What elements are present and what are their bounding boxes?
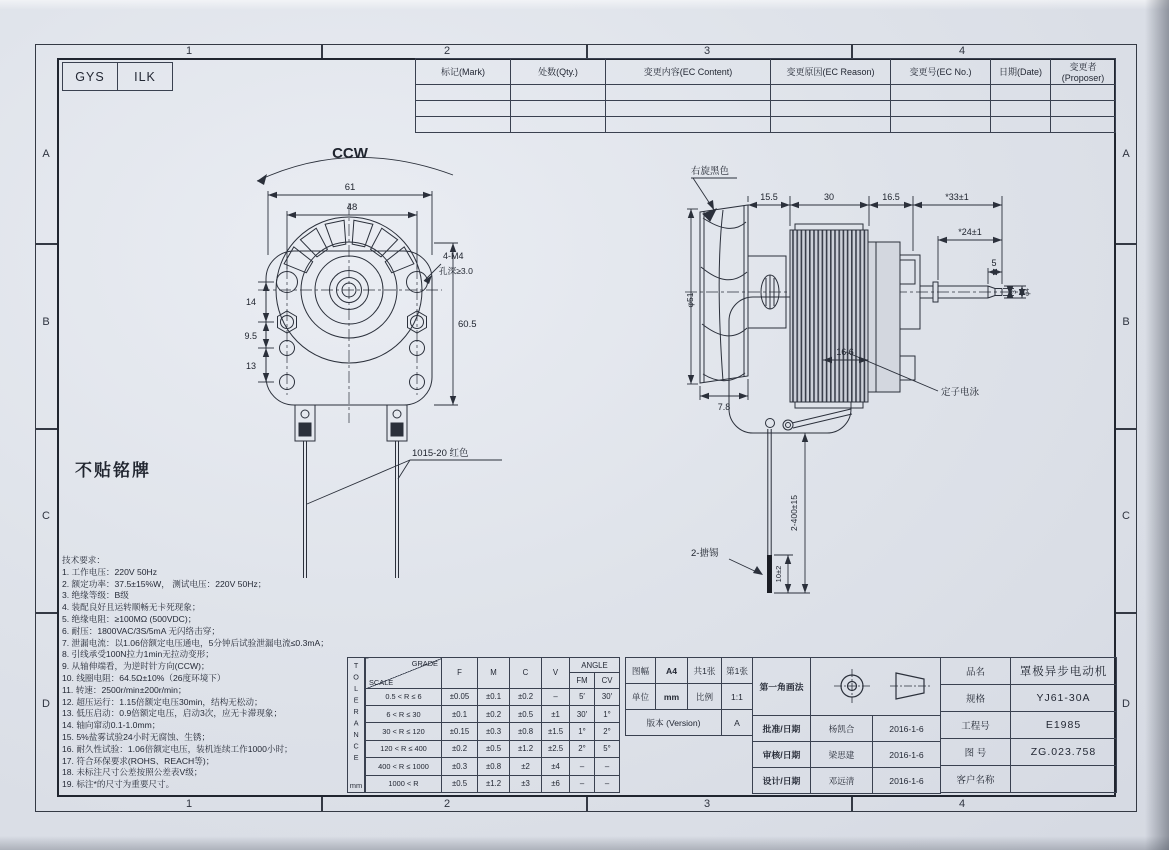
revision-header-no: 变更号(EC No.) [891,59,991,85]
company-code-right: ILK [118,63,173,91]
col-header-cv: CV [595,673,620,688]
tolerance-row [366,723,620,740]
value-cell: ±0.5 [510,706,542,723]
note-label: 右旋黑色 [691,166,730,177]
tech-req-line: 1. 工作电压：220V 50Hz [62,566,158,577]
zone-row-label: C [42,510,50,522]
dim-label: 15.5 [760,192,778,202]
tech-req-line: 15. 5%盐雾试验24小时无腐蚀、生锈； [62,731,211,742]
range-cell: 1000 < R [366,775,442,792]
review-name: 梁思建 [811,742,873,768]
value-cell: ±0.1 [478,688,510,705]
zone-col-label: 1 [185,798,193,810]
value-cell: ±0.2 [510,688,542,705]
dim-label: 7.8 [717,402,731,412]
version-label: 版本 (Version) [626,710,722,736]
value-cell: 30′ [570,706,595,723]
col-header-v: V [542,658,570,689]
value-cell: 2° [570,740,595,757]
revision-header-reason: 变更原因(EC Reason) [771,59,891,85]
revision-header-date: 日期(Date) [991,59,1051,85]
zone-col-label: 2 [443,798,451,810]
note-mounting-holes [424,251,473,284]
design-label: 设计/日期 [753,768,811,794]
zone-divider-tick [321,797,323,812]
value-cell: 1° [570,723,595,740]
rotation-direction-label: CCW [332,145,368,162]
tolerance-grid [365,657,620,793]
stator-stack [790,224,920,408]
tech-req-line: 19. 标注*的尺寸为重要尺寸。 [62,779,175,790]
col-header-fm: FM [570,673,595,688]
value-cell: ±0.8 [478,758,510,775]
value-cell: 5′ [570,688,595,705]
revision-header-qty: 处数(Qty.) [511,59,606,85]
tolerance-row [366,706,620,723]
scan-edge-bottom [0,836,1169,850]
drawing-no-value: ZG.023.758 [1011,739,1117,766]
dim-label: φ4 [1024,288,1031,296]
tech-req-line: 4. 装配良好且运转顺畅无卡死现象； [62,602,201,613]
zone-divider-tick [35,612,57,614]
tolerance-table [347,657,620,793]
tech-req-line: 12. 超压运行：1.15倍额定电压30min，结构无松动； [62,696,263,707]
value-cell: – [595,758,620,775]
range-cell: 6 < R ≤ 30 [366,706,442,723]
approve-label: 批准/日期 [753,716,811,742]
col-header-angle: ANGLE [570,658,620,673]
scale-value: 1:1 [722,684,753,710]
value-cell: 2° [595,723,620,740]
review-date: 2016-1-6 [873,742,941,768]
note-lead-wire [307,447,502,504]
dim-label: 60.5 [458,319,477,330]
zone-divider-tick [1116,428,1137,430]
fan-blades [700,205,748,383]
col-header-f: F [442,658,478,689]
customer-value [1011,766,1117,793]
tech-req-line: 14. 轴向窜动0.1-1.0mm； [62,720,161,731]
zone-row-label: D [42,698,50,710]
value-cell: ±1.5 [542,723,570,740]
note-label: 定子电泳 [941,387,980,398]
revision-row-empty [416,101,1116,117]
tolerance-unit: mm [349,781,363,790]
zone-row-label: B [1122,316,1130,328]
tech-req-line: 5. 绝缘电阻：≥100MΩ (500VDC)； [62,613,197,624]
tech-req-line: 6. 耐压：1800VAC/3S/5mA 无闪络击穿； [62,625,220,636]
col-header-c: C [510,658,542,689]
tech-req-line: 2. 额定功率：37.5±15%W， 测试电压：220V 50Hz； [62,578,267,589]
zone-divider-tick [586,797,588,812]
dim-label: 3 [1011,290,1018,294]
no-nameplate-note: 不贴铭牌 [75,461,151,480]
rotation-arrow [257,145,453,185]
value-cell: ±0.5 [442,775,478,792]
version-value: A [722,710,753,736]
tinned-note [691,547,763,575]
revision-table [415,58,1116,133]
dim-label: 30 [823,192,835,202]
value-cell: ±0.2 [478,706,510,723]
technical-requirements [62,555,364,791]
zone-divider-tick [321,44,323,58]
value-cell: ±2 [510,758,542,775]
side-view-drawing [683,152,1088,622]
zone-divider-tick [1116,612,1137,614]
tech-req-line: 7. 泄漏电流：以1.06倍额定电压通电，5分钟后试验泄漏电流≤0.3mA； [62,637,329,648]
tech-req-line: 11. 转速：2500r/min±200r/min； [62,684,187,695]
title-block [940,657,1117,793]
zone-col-label: 1 [185,45,193,57]
note-label: 1015-20 红色 [412,448,469,459]
dim-label: 2-400±15 [789,495,799,531]
zone-col-label: 4 [958,798,966,810]
note-label: 孔深≥3.0 [439,266,473,276]
approval-table [752,657,941,794]
corner-grade: GRADE [411,659,438,668]
zone-divider-tick [1116,243,1137,245]
tech-req-line: 13. 低压启动：0.9倍额定电压，启动3次，应无卡滞现象； [62,708,283,719]
value-cell: ±0.1 [442,706,478,723]
company-code-left: GYS [63,63,118,91]
sheet-size-value: A4 [656,658,688,684]
front-view-drawing [60,133,515,613]
first-angle-symbols [814,664,938,708]
customer-label: 客户名称 [941,766,1011,793]
zone-row-label: D [1122,698,1130,710]
sheet-page: 第1张 [722,658,753,684]
zone-row-label: C [1122,510,1130,522]
value-cell: ±4 [542,758,570,775]
tech-req-line: 18. 未标注尺寸公差按照公差表V级； [62,767,203,778]
dim-label: 10±2 [774,565,783,583]
range-cell: 30 < R ≤ 120 [366,723,442,740]
dim-label: 61 [344,182,356,193]
dim-fan-diameter [685,209,698,384]
col-header-m: M [478,658,510,689]
value-cell: – [595,775,620,792]
dim-left-chain [244,282,274,382]
dim-label: 16.5 [882,192,900,202]
tolerance-word: TOLERANCE [351,661,361,765]
tolerance-corner [366,658,442,689]
projection-label: 第一角画法 [753,658,811,716]
product-name-value: 罩极异步电动机 [1011,658,1117,685]
dim-label: 48 [346,202,358,213]
zone-row-label: A [42,148,50,160]
revision-row-empty [416,85,1116,101]
revision-header-proposer: 变更者(Proposer) [1051,59,1116,85]
scan-edge-top [0,0,1169,10]
dim-label: 14 [245,297,256,307]
value-cell: ±2.5 [542,740,570,757]
range-cell: 120 < R ≤ 400 [366,740,442,757]
value-cell: 5° [595,740,620,757]
tech-req-line: 16. 耐久性试验：1.06倍额定电压，装机连续工作1000小时； [62,743,293,754]
value-cell: ±1.2 [478,775,510,792]
value-cell: ±0.8 [510,723,542,740]
company-code-box [62,62,173,91]
zone-divider-tick [35,428,57,430]
spec-label: 规格 [941,685,1011,712]
value-cell: – [570,758,595,775]
tolerance-side-label [347,657,365,793]
value-cell: – [542,688,570,705]
dim-label: 5 [991,258,997,268]
dim-label: φ51 [685,292,695,308]
value-cell: ±0.3 [478,723,510,740]
zone-divider-tick [35,243,57,245]
tolerance-row [366,775,620,792]
tolerance-row [366,758,620,775]
value-cell: ±1.2 [510,740,542,757]
tolerance-row [366,740,620,757]
dim-fan-width [700,379,748,412]
note-label: 2-搪锡 [691,548,719,559]
dim-label: *33±1 [945,192,969,202]
unit-value: mm [656,684,688,710]
tech-req-line: 17. 符合环保要求(ROHS、REACH等)； [62,755,215,766]
tech-req-line: 9. 从轴伸端看，为逆时针方向(CCW)； [62,661,210,672]
sheet-size-label: 图幅 [626,658,656,684]
zone-row-label: B [42,316,50,328]
projection-symbol-cone [890,673,932,699]
scale-label: 比例 [688,684,722,710]
value-cell: ±0.15 [442,723,478,740]
tolerance-row [366,688,620,705]
tech-req-title: 技术要求： [62,555,105,565]
value-cell: ±0.05 [442,688,478,705]
fan-rotation-note [691,165,737,210]
range-cell: 400 < R ≤ 1000 [366,758,442,775]
range-cell: 0.5 < R ≤ 6 [366,688,442,705]
revision-header-mark: 标记(Mark) [416,59,511,85]
projection-symbols [811,658,941,716]
corner-scale: SCALE [369,677,394,687]
review-label: 审核/日期 [753,742,811,768]
spec-value: YJ61-30A [1011,685,1117,712]
tech-req-line: 3. 绝缘等级：B级 [62,590,129,601]
revision-header-content: 变更内容(EC Content) [606,59,771,85]
value-cell: ±1 [542,706,570,723]
value-cell: 1° [595,706,620,723]
value-cell: – [570,775,595,792]
zone-divider-tick [851,44,853,58]
zone-col-label: 3 [703,45,711,57]
scan-edge-right [1145,0,1169,850]
tech-req-line: 10. 线圈电阻：64.5Ω±10%（26度环境下） [62,672,226,683]
unit-label: 单位 [626,684,656,710]
value-cell: ±0.2 [442,740,478,757]
zone-col-label: 4 [958,45,966,57]
drawing-no-label: 图 号 [941,739,1011,766]
zone-divider-tick [586,44,588,58]
value-cell: ±3 [510,775,542,792]
dim-label: 9.5 [244,331,257,341]
zone-col-label: 2 [443,45,451,57]
dim-tin-length [774,555,793,593]
product-name-label: 品名 [941,658,1011,685]
revision-row-empty [416,117,1116,133]
dim-label: *24±1 [958,227,982,237]
dim-label: 13 [245,361,256,371]
approve-date: 2016-1-6 [873,716,941,742]
sheet-info-table [625,657,753,736]
value-cell: ±6 [542,775,570,792]
tech-req-line: 8. 引线承受100N拉力1min无拉动变形； [62,649,214,660]
dim-shaft-flat [988,258,1002,284]
note-label: 4-M4 [443,251,464,261]
sheet-total: 共1张 [688,658,722,684]
project-no-label: 工程号 [941,712,1011,739]
approve-name: 杨凯合 [811,716,873,742]
zone-col-label: 3 [703,798,711,810]
projection-symbol-circle [834,669,870,703]
design-name: 邓远清 [811,768,873,794]
lead-wire [767,429,772,593]
project-no-value: E1985 [1011,712,1117,739]
value-cell: 30′ [595,688,620,705]
dim-label: 16.6 [836,347,854,357]
design-date: 2016-1-6 [873,768,941,794]
value-cell: ±0.3 [442,758,478,775]
value-cell: ±0.5 [478,740,510,757]
zone-divider-tick [851,797,853,812]
zone-row-label: A [1122,148,1130,160]
